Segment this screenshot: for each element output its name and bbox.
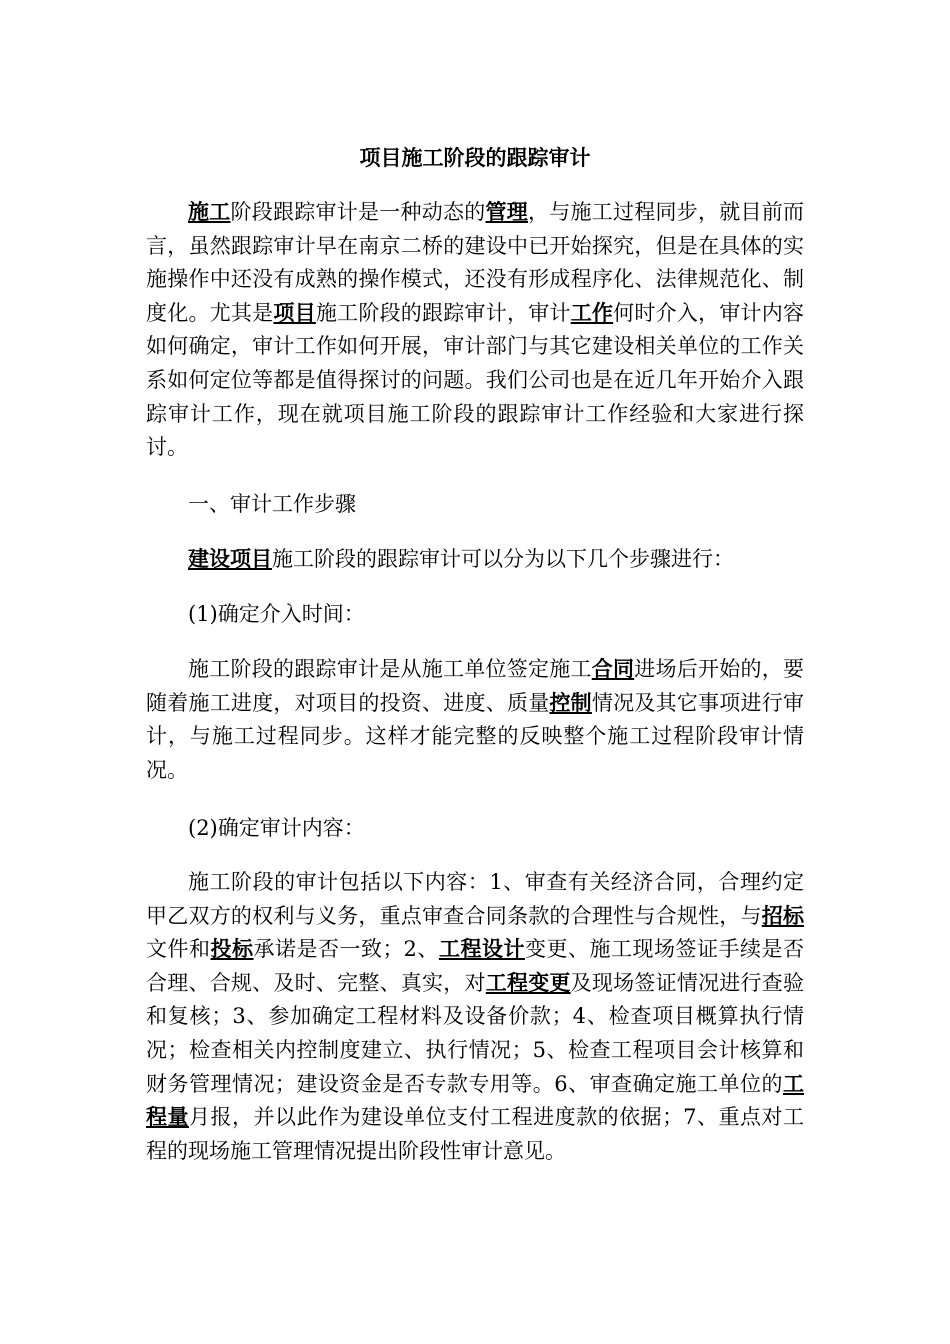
keyword-link[interactable]: 建设项目 — [188, 547, 272, 571]
text-run: 进场后开始的，要随着施工进度，对项目的投资、进度、质量 — [146, 657, 804, 715]
keyword-link[interactable]: 合同 — [591, 657, 635, 681]
text-run: 施工阶段的跟踪审计可以分为以下几个步骤进行： — [272, 547, 734, 571]
keyword-link[interactable]: 工程设计 — [438, 937, 525, 962]
text-run: 施工阶段的审计包括以下内容：1、审查有关经济合同，合理约定甲乙双方的权利与义务，重点审查合同条款的合理性与合规性，与 — [146, 870, 804, 928]
paragraph-intro — [146, 196, 804, 465]
keyword-link[interactable]: 工程变更 — [485, 970, 571, 995]
text-run: 阶段跟踪审计是一种动态的 — [230, 200, 486, 224]
keyword-link[interactable]: 工作 — [570, 300, 614, 325]
text-run: 施工阶段的跟踪审计是从施工单位签定施工 — [188, 657, 592, 681]
text-run: 施工阶段的跟踪审计，审计 — [315, 300, 571, 325]
text-run: 变更、施工现场签证手续是否合理、合规、及时、完整、真实，对 — [146, 937, 805, 995]
text-run: 及现场签证情况进行查验和复核；3、参加确定工程材料及设备价款；4、检查项目概算执行情况；检查相关内控制度建立、执行情况；5、检查工程项目会计核算和财务管理情况；建设资金是否专款专用等。6、审查确定施工单位的 — [146, 970, 805, 1096]
paragraph-steps-intro — [146, 543, 804, 577]
text-run: 文件和 — [146, 937, 211, 962]
paragraph-audit-content — [146, 866, 804, 1168]
keyword-link[interactable]: 项目 — [273, 300, 316, 325]
text-run: 情况及其它事项进行审计，与施工过程同步。这样才能完整的反映整个施工过程阶段审计情况。 — [146, 690, 805, 782]
keyword-link[interactable]: 施工 — [188, 200, 231, 224]
keyword-link[interactable]: 管理 — [485, 200, 528, 224]
subheading-intervention-time — [146, 598, 804, 632]
keyword-link[interactable]: 工程量 — [146, 1071, 804, 1130]
text-run: ，与施工过程同步，就目前而言，虽然跟踪审计早在南京二桥的建设中已开始探究，但是在具体的实施操作中还没有成熟的操作模式，还没有形成程序化、法律规范化、制度化。尤其是 — [146, 200, 804, 325]
section-heading-audit-steps — [146, 488, 804, 522]
paragraph-intervention-time — [146, 653, 804, 787]
text-run: 何时介入，审计内容如何确定，审计工作如何开展，审计部门与其它建设相关单位的工作关系如何定位等都是值得探讨的问题。我们公司也是在近几年开始介入跟踪审计工作，现在就项目施工阶段的跟踪审计工作经验和大家进行探讨。 — [146, 300, 805, 460]
subheading-audit-content — [146, 812, 804, 846]
text-run: 一、审计工作步骤 — [188, 492, 356, 516]
document-title: 项目施工阶段的跟踪审计 — [359, 146, 591, 170]
keyword-link[interactable]: 控制 — [549, 690, 592, 715]
text-run: (1)确定介入时间： — [188, 602, 365, 626]
text-run: 月报，并以此作为建设单位支付工程进度款的依据；7、重点对工程的现场施工管理情况提出阶段性审计意见。 — [146, 1105, 805, 1163]
keyword-link[interactable]: 招标 — [761, 903, 804, 928]
text-run: 承诺是否一致；2、 — [253, 937, 439, 962]
keyword-link[interactable]: 投标 — [210, 937, 254, 962]
text-run: (2)确定审计内容： — [188, 816, 365, 840]
